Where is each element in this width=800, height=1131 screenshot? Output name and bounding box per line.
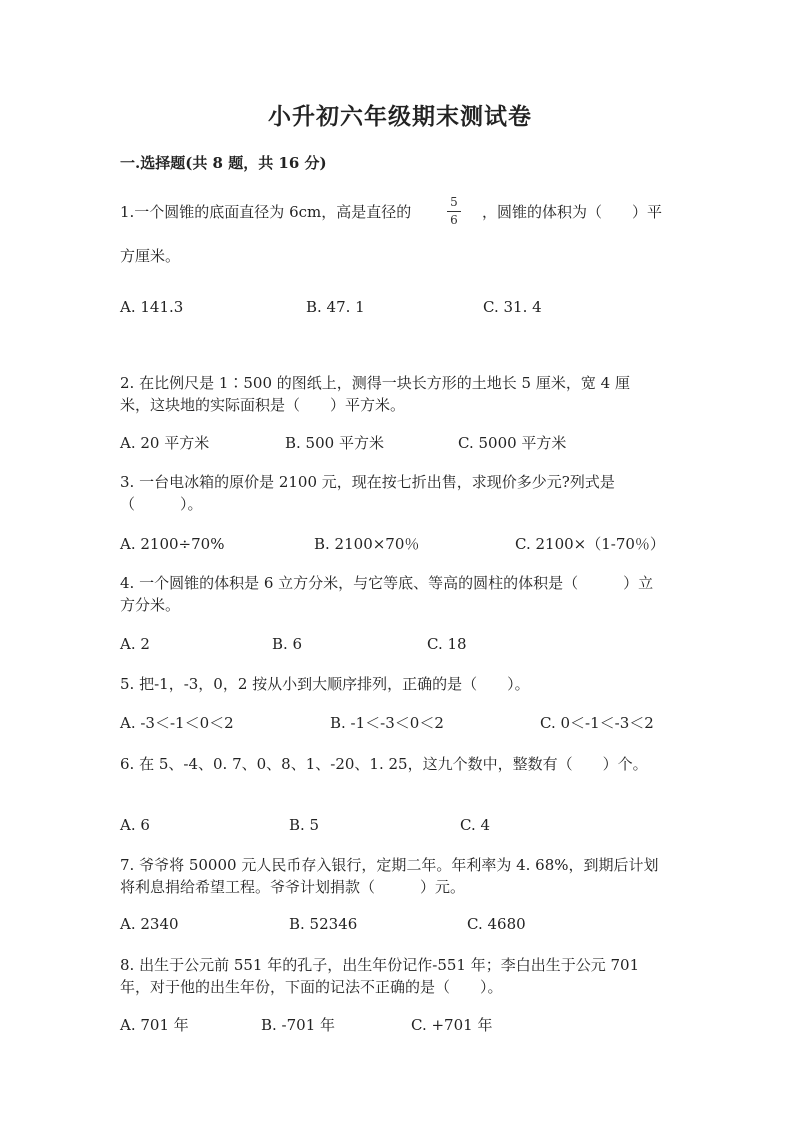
question-7-option-b[interactable]: B. 52346 — [289, 915, 358, 933]
question-7-line-2: 将利息捐给希望工程。爷爷计划捐款（ ）元。 — [120, 878, 466, 896]
fraction-bar — [447, 211, 461, 212]
question-3-line-2: （ ）。 — [120, 495, 203, 513]
question-6-option-b[interactable]: B. 5 — [289, 816, 320, 834]
question-6-option-c[interactable]: C. 4 — [460, 816, 491, 834]
question-5-option-b[interactable]: B. -1＜-3＜0＜2 — [330, 714, 444, 732]
question-4-line-1: 4. 一个圆锥的体积是 6 立方分米，与它等底、等高的圆柱的体积是（ ）立 — [120, 574, 654, 592]
question-6-line-1: 6. 在 5、-4、0. 7、0、8、1、-20、1. 25，这九个数中，整数有（ ）个。 — [120, 755, 648, 773]
question-1-text-after: ，圆锥的体积为（ ）平 — [482, 203, 663, 221]
page-title: 小升初六年级期末测试卷 — [268, 103, 532, 130]
question-1-option-b[interactable]: B. 47. 1 — [306, 298, 365, 316]
question-1-text-before: 1.一个圆锥的底面直径为 6cm，高是直径的 — [120, 203, 412, 221]
question-6-option-a[interactable]: A. 6 — [120, 816, 150, 834]
question-2-line-1: 2. 在比例尺是 1∶500 的图纸上，测得一块长方形的土地长 5 厘米，宽 4 厘 — [120, 374, 630, 392]
question-3-option-b[interactable]: B. 2100×70％ — [314, 535, 420, 553]
question-7-option-a[interactable]: A. 2340 — [120, 915, 179, 933]
question-4-line-2: 方分米。 — [120, 596, 181, 614]
question-7-line-1: 7. 爷爷将 50000 元人民币存入银行，定期二年。年利率为 4. 68%，到期后计划 — [120, 856, 659, 874]
question-3-option-a[interactable]: A. 2100÷70% — [120, 535, 225, 553]
question-1-line-2: 方厘米。 — [120, 247, 181, 265]
fraction-denominator: 6 — [450, 213, 458, 227]
question-8-option-a[interactable]: A. 701 年 — [120, 1016, 189, 1034]
fraction-five-sixths — [443, 196, 465, 227]
question-1-line-1 — [120, 202, 411, 222]
question-7-option-c[interactable]: C. 4680 — [467, 915, 526, 933]
question-2-option-c[interactable]: C. 5000 平方米 — [458, 434, 567, 452]
question-8-line-1: 8. 出生于公元前 551 年的孔子，出生年份记作-551 年；李白出生于公元 701 — [120, 956, 640, 974]
fraction-numerator: 5 — [450, 195, 458, 209]
question-5-line-1: 5. 把-1，-3，0，2 按从小到大顺序排列，正确的是（ ）。 — [120, 675, 530, 693]
question-5-option-c[interactable]: C. 0＜-1＜-3＜2 — [540, 714, 654, 732]
question-2-line-2: 米，这块地的实际面积是（ ）平方米。 — [120, 396, 406, 414]
question-4-option-b[interactable]: B. 6 — [272, 635, 303, 653]
question-1-option-c[interactable]: C. 31. 4 — [483, 298, 542, 316]
question-3-line-1: 3. 一台电冰箱的原价是 2100 元，现在按七折出售，求现价多少元?列式是 — [120, 473, 615, 491]
question-8-option-c[interactable]: C. +701 年 — [411, 1016, 493, 1034]
question-4-option-c[interactable]: C. 18 — [427, 635, 467, 653]
question-8-line-2: 年，对于他的出生年份，下面的记法不正确的是（ ）。 — [120, 978, 503, 996]
question-2-option-b[interactable]: B. 500 平方米 — [285, 434, 384, 452]
question-1-option-a[interactable]: A. 141.3 — [120, 298, 184, 316]
question-2-option-a[interactable]: A. 20 平方米 — [120, 434, 210, 452]
question-5-option-a[interactable]: A. -3＜-1＜0＜2 — [120, 714, 234, 732]
question-8-option-b[interactable]: B. -701 年 — [261, 1016, 336, 1034]
question-3-option-c[interactable]: C. 2100×（1-70％） — [515, 535, 665, 553]
question-4-option-a[interactable]: A. 2 — [120, 635, 150, 653]
section-heading: 一.选择题(共 8 题，共 16 分) — [120, 154, 327, 172]
